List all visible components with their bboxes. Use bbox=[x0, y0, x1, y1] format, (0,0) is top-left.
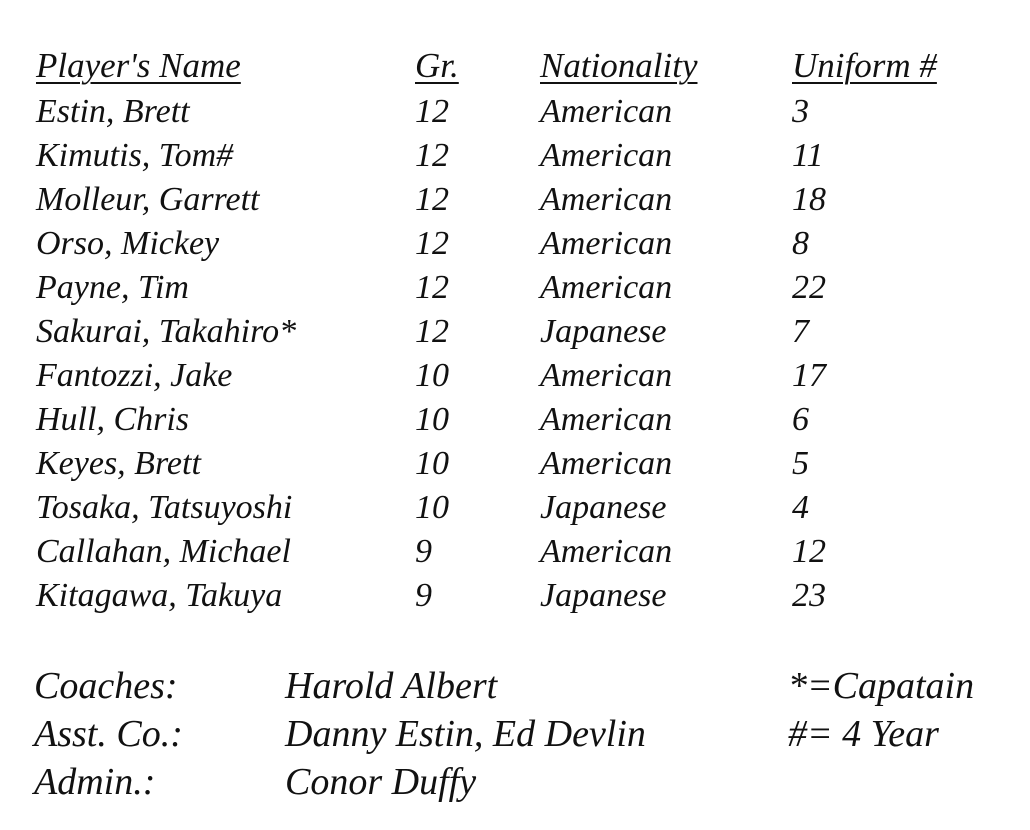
player-nationality: American bbox=[540, 445, 673, 482]
player-uniform: 17 bbox=[792, 357, 826, 394]
player-nationality: Japanese bbox=[540, 577, 667, 614]
header-nationality: Nationality bbox=[540, 46, 698, 85]
player-name: Kitagawa, Takuya bbox=[36, 577, 283, 614]
player-name: Tosaka, Tatsuyoshi bbox=[36, 489, 293, 526]
staff-role-admin: Admin.: bbox=[34, 761, 156, 803]
player-uniform: 6 bbox=[792, 401, 809, 438]
player-uniform: 22 bbox=[792, 269, 826, 306]
player-name: Molleur, Garrett bbox=[36, 181, 260, 218]
player-grade: 12 bbox=[415, 93, 449, 130]
player-grade: 10 bbox=[415, 401, 449, 438]
player-name: Payne, Tim bbox=[36, 269, 189, 306]
player-grade: 12 bbox=[415, 137, 449, 174]
staff-names-assistant-coaches: Danny Estin, Ed Devlin bbox=[285, 713, 646, 755]
player-name: Keyes, Brett bbox=[36, 445, 201, 482]
header-grade: Gr. bbox=[415, 46, 459, 85]
player-grade: 10 bbox=[415, 489, 449, 526]
player-nationality: American bbox=[540, 357, 673, 394]
legend-four-year: #= 4 Year bbox=[788, 713, 939, 755]
player-grade: 10 bbox=[415, 445, 449, 482]
player-grade: 12 bbox=[415, 313, 449, 350]
player-grade: 9 bbox=[415, 533, 432, 570]
header-uniform: Uniform # bbox=[792, 46, 937, 85]
player-name: Callahan, Michael bbox=[36, 533, 291, 570]
player-nationality: American bbox=[540, 93, 673, 130]
player-nationality: Japanese bbox=[540, 489, 667, 526]
staff-role-coaches: Coaches: bbox=[34, 665, 178, 707]
player-nationality: American bbox=[540, 533, 673, 570]
player-uniform: 4 bbox=[792, 489, 809, 526]
player-uniform: 11 bbox=[792, 137, 824, 174]
player-nationality: American bbox=[540, 181, 673, 218]
player-grade: 12 bbox=[415, 225, 449, 262]
player-uniform: 7 bbox=[792, 313, 809, 350]
player-nationality: Japanese bbox=[540, 313, 667, 350]
player-grade: 12 bbox=[415, 269, 449, 306]
player-uniform: 8 bbox=[792, 225, 809, 262]
legend-captain: *=Capatain bbox=[788, 665, 975, 707]
player-name: Hull, Chris bbox=[36, 401, 190, 438]
player-uniform: 5 bbox=[792, 445, 809, 482]
staff-names-coaches: Harold Albert bbox=[285, 665, 498, 707]
player-nationality: American bbox=[540, 269, 673, 306]
player-name: Fantozzi, Jake bbox=[36, 357, 233, 394]
player-name: Orso, Mickey bbox=[36, 225, 220, 262]
player-nationality: American bbox=[540, 401, 673, 438]
player-nationality: American bbox=[540, 225, 673, 262]
player-grade: 12 bbox=[415, 181, 449, 218]
header-player-name: Player's Name bbox=[36, 46, 241, 85]
player-uniform: 12 bbox=[792, 533, 826, 570]
player-uniform: 18 bbox=[792, 181, 826, 218]
staff-role-assistant-coaches: Asst. Co.: bbox=[34, 713, 183, 755]
player-uniform: 3 bbox=[792, 93, 809, 130]
staff-names-admin: Conor Duffy bbox=[285, 761, 477, 803]
player-nationality: American bbox=[540, 137, 673, 174]
player-name: Kimutis, Tom# bbox=[36, 137, 234, 174]
player-grade: 10 bbox=[415, 357, 449, 394]
player-name: Sakurai, Takahiro* bbox=[36, 313, 297, 350]
player-grade: 9 bbox=[415, 577, 432, 614]
player-name: Estin, Brett bbox=[36, 93, 190, 130]
player-uniform: 23 bbox=[792, 577, 826, 614]
